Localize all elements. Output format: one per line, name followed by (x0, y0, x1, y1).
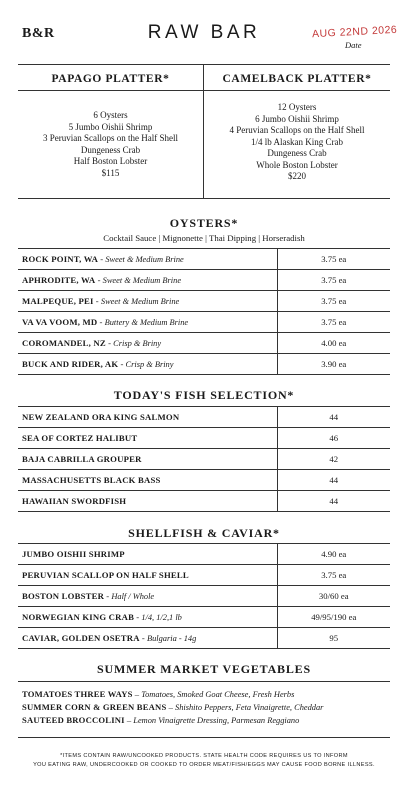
divider (204, 90, 390, 91)
item-price: 42 (277, 449, 390, 470)
table-row: APHRODITE, WA - Sweet & Medium Brine 3.75 ea (18, 270, 390, 291)
item-price: 3.75 ea (277, 565, 390, 586)
item-price: 3.75 ea (277, 270, 390, 291)
item-price: 3.75 ea (277, 291, 390, 312)
divider (18, 681, 390, 682)
item-description: Bulgaria - 14g (146, 634, 197, 643)
item-description: Half / Whole (111, 592, 155, 601)
item-name: VA VA VOOM, MD (22, 317, 98, 327)
menu-title: RAW BAR (147, 22, 261, 43)
item-name: NORWEGIAN KING CRAB (22, 612, 135, 622)
table-row (18, 565, 390, 586)
item-name: TOMATOES THREE WAYS (22, 689, 133, 699)
table-row (18, 428, 390, 449)
item-price: 3.90 ea (277, 354, 390, 375)
platter-price: $220 (288, 171, 306, 181)
platter-item: 1/4 lb Alaskan King Crab (251, 136, 343, 147)
item-name: SAUTEED BROCCOLINI (22, 715, 125, 725)
item-name: BAJA CABRILLA GROUPER (22, 454, 142, 464)
oysters-table (18, 248, 390, 375)
section-title-oysters: OYSTERS* (169, 216, 239, 230)
item-name: JUMBO OISHII SHRIMP (22, 549, 125, 559)
platter-title: CAMELBACK PLATTER* (222, 73, 372, 85)
date-label: Date (345, 40, 362, 50)
item-price: 3.75 ea (277, 249, 390, 270)
item-price: 4.00 ea (277, 333, 390, 354)
table-row: COROMANDEL, NZ - Crisp & Briny 4.00 ea (18, 333, 390, 354)
item-name: HAWAIIAN SWORDFISH (22, 496, 127, 506)
item-name: BOSTON LOBSTER (22, 591, 105, 601)
table-row: CAVIAR, GOLDEN OSETRA - Bulgaria - 14g 95 (18, 628, 390, 649)
item-description: Crisp & Briny (125, 360, 174, 369)
item-name: CAVIAR, GOLDEN OSETRA (22, 633, 140, 643)
divider (18, 90, 203, 91)
shellfish-table (18, 543, 390, 649)
table-row: VA VA VOOM, MD - Buttery & Medium Brine 3.75 ea (18, 312, 390, 333)
item-price: 46 (277, 428, 390, 449)
platter-title: PAPAGO PLATTER* (51, 73, 170, 85)
platter-item: 6 Oysters (93, 110, 128, 120)
table-row (18, 407, 390, 428)
item-price: 44 (277, 491, 390, 512)
item-description: Buttery & Medium Brine (104, 318, 189, 327)
item-description: Sweet & Medium Brine (105, 255, 184, 264)
table-row (18, 470, 390, 491)
platter-price: $115 (101, 167, 120, 178)
item-price: 3.75 ea (277, 312, 390, 333)
item-name: SUMMER CORN & GREEN BEANS (22, 702, 167, 712)
platter-item: 6 Jumbo Oishii Shrimp (255, 113, 339, 124)
item-price: 95 (277, 628, 390, 649)
platter-item: 3 Peruvian Scallops on the Half Shell (43, 133, 178, 143)
date-stamp: AUG 22ND 2026 (311, 23, 398, 41)
table-row: BOSTON LOBSTER - Half / Whole 30/60 ea (18, 586, 390, 607)
item-description: Shishito Peppers, Feta Vinaigrette, Cheddar (175, 703, 324, 712)
item-name: BUCK AND RIDER, AK (22, 359, 119, 369)
item-name: NEW ZEALAND ORA KING SALMON (22, 412, 180, 422)
item-description: Tomatoes, Smoked Goat Cheese, Fresh Herbs (141, 690, 295, 699)
item-price: 30/60 ea (277, 586, 390, 607)
restaurant-logo: B&R (22, 26, 55, 41)
platter-item: 5 Jumbo Oishii Shrimp (68, 121, 153, 132)
platter-camelback (204, 64, 390, 198)
item-name: COROMANDEL, NZ (22, 338, 106, 348)
item-description: Lemon Vinaigrette Dressing, Parmesan Reggiano (133, 716, 300, 725)
item-description: Sweet & Medium Brine (102, 276, 182, 285)
item-name: MASSACHUSETTS BLACK BASS (22, 475, 161, 485)
platter-item: Dungeness Crab (80, 144, 141, 155)
item-price: 4.90 ea (277, 544, 390, 565)
section-title-fish: TODAY'S FISH SELECTION* (113, 388, 295, 402)
platter-item: Half Boston Lobster (73, 156, 148, 166)
item-description: Crisp & Briny (113, 339, 162, 348)
platter-item: Whole Boston Lobster (256, 159, 338, 170)
section-title-vegetables: SUMMER MARKET VEGETABLES (97, 662, 311, 676)
list-item: SAUTEED BROCCOLINI – Lemon Vinaigrette Dressing, Parmesan Reggiano (22, 715, 300, 725)
item-price: 49/95/190 ea (277, 607, 390, 628)
table-row (18, 544, 390, 565)
item-name: PERUVIAN SCALLOP ON HALF SHELL (22, 570, 189, 580)
item-name: MALPEQUE, PEI (22, 296, 94, 306)
item-name: SEA OF CORTEZ HALIBUT (22, 433, 138, 443)
platter-item: 12 Oysters (277, 102, 317, 112)
condiments-list: Cocktail Sauce | Mignonette | Thai Dipping | Horseradish (103, 233, 305, 243)
fish-table (18, 406, 390, 512)
item-description: 1/4, 1/2,1 lb (141, 613, 182, 622)
platter-item: 4 Peruvian Scallops on the Half Shell (229, 125, 365, 135)
menu-header (0, 0, 408, 64)
list-item: TOMATOES THREE WAYS – Tomatoes, Smoked Goat Cheese, Fresh Herbs (22, 689, 295, 699)
health-disclaimer-line1: *ITEMS CONTAIN RAW/UNCOOKED PRODUCTS. STATE HEALTH CODE REQUIRES US TO INFORM (60, 753, 348, 759)
health-disclaimer-line2: YOU EATING RAW, UNDERCOOKED OR COOKED TO ORDER MEAT/FISH/EGGS MAY CAUSE FOOD BORNE ILLNESS. (33, 762, 375, 768)
item-price: 44 (277, 470, 390, 491)
table-row: BUCK AND RIDER, AK - Crisp & Briny 3.90 ea (18, 354, 390, 375)
platter-items (204, 102, 390, 183)
list-item: SUMMER CORN & GREEN BEANS – Shishito Peppers, Feta Vinaigrette, Cheddar (22, 702, 324, 712)
table-row: MALPEQUE, PEI - Sweet & Medium Brine 3.75 ea (18, 291, 390, 312)
table-row: ROCK POINT, WA - Sweet & Medium Brine 3.75 ea (18, 249, 390, 270)
table-row (18, 449, 390, 470)
divider (18, 737, 390, 738)
table-row: NORWEGIAN KING CRAB - 1/4, 1/2,1 lb 49/95/190 ea (18, 607, 390, 628)
platters-section (18, 64, 390, 198)
vegetables-list (22, 688, 392, 727)
platter-item: Dungeness Crab (267, 148, 327, 158)
platter-items (18, 110, 203, 179)
platter-papago (18, 64, 203, 198)
table-row (18, 491, 390, 512)
item-name: ROCK POINT, WA (22, 254, 99, 264)
item-price: 44 (277, 407, 390, 428)
section-title-shellfish: SHELLFISH & CAVIAR* (128, 526, 280, 540)
item-description: Sweet & Medium Brine (100, 297, 180, 306)
divider (18, 198, 390, 199)
item-name: APHRODITE, WA (22, 275, 96, 285)
